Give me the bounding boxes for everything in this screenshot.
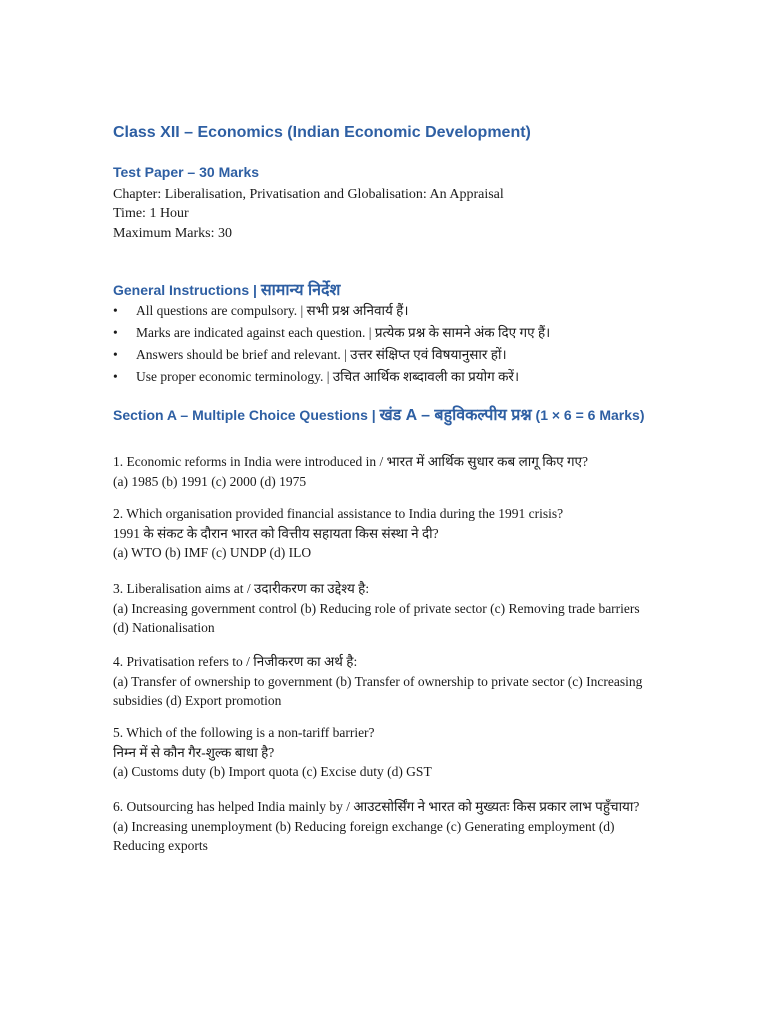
question-text: 3. Liberalisation aims at / उदारीकरण का उद्देश्य है: xyxy=(113,581,370,596)
question-text-hindi: 1991 के संकट के दौरान भारत को वित्तीय सहायता किस संस्था ने दी? xyxy=(113,525,439,541)
question-text: 1. Economic reforms in India were introduced in / भारत में आर्थिक सुधार कब लागू किए गए? xyxy=(113,454,589,469)
question-3 xyxy=(113,579,643,638)
question-options: (a) Increasing government control (b) Reducing role of private sector (c) Removing trade barriers (d) Nationalisation xyxy=(113,600,640,635)
section-a-heading-hi: खंड A – बहुविकल्पीय प्रश्न xyxy=(379,407,532,424)
question-6 xyxy=(113,797,643,856)
question-4 xyxy=(113,652,643,711)
question-text: 6. Outsourcing has helped India mainly by / आउटसोर्सिंग ने भारत को मुख्यतः किस प्रकार लाभ पहुँचाया? xyxy=(113,799,640,814)
document-title: Class XII – Economics (Indian Economic Development) xyxy=(113,124,531,141)
max-marks-line: Maximum Marks: 30 xyxy=(113,226,232,241)
instruction-item: • Marks are indicated against each question. | प्रत्येक प्रश्न के सामने अंक दिए गए हैं। xyxy=(113,322,673,344)
general-instructions-heading-en: General Instructions | xyxy=(113,282,261,298)
question-2 xyxy=(113,504,643,563)
question-text: 4. Privatisation refers to / निजीकरण का अर्थ है: xyxy=(113,654,358,669)
chapter-line: Chapter: Liberalisation, Privatisation and Globalisation: An Appraisal xyxy=(113,187,504,202)
instructions-list xyxy=(113,300,673,388)
question-5 xyxy=(113,723,643,782)
question-text: 2. Which organisation provided financial assistance to India during the 1991 crisis? xyxy=(113,506,564,521)
instruction-item: • All questions are compulsory. | सभी प्रश्न अनिवार्य हैं। xyxy=(113,300,673,322)
general-instructions-heading xyxy=(113,278,340,300)
section-a-heading xyxy=(113,403,653,428)
question-text: 5. Which of the following is a non-tariff barrier? xyxy=(113,725,375,740)
question-options: (a) Customs duty (b) Import quota (c) Excise duty (d) GST xyxy=(113,764,432,779)
instruction-item: • Use proper economic terminology. | उचित आर्थिक शब्दावली का प्रयोग करें। xyxy=(113,366,673,388)
question-text-hindi: निम्न में से कौन गैर-शुल्क बाधा है? xyxy=(113,744,275,760)
document-subtitle: Test Paper – 30 Marks xyxy=(113,164,260,180)
question-options: (a) WTO (b) IMF (c) UNDP (d) ILO xyxy=(113,545,312,560)
question-options: (a) Transfer of ownership to government (b) Transfer of ownership to private sector (c) Increasing subsidies (d) Export promotion xyxy=(113,673,643,708)
question-1 xyxy=(113,452,643,491)
instruction-item: • Answers should be brief and relevant. | उत्तर संक्षिप्त एवं विषयानुसार हों। xyxy=(113,344,673,366)
question-options: (a) 1985 (b) 1991 (c) 2000 (d) 1975 xyxy=(113,473,307,489)
section-a-heading-en: Section A – Multiple Choice Questions | xyxy=(113,407,380,423)
section-a-heading-marks: (1 × 6 = 6 Marks) xyxy=(531,407,645,423)
time-line: Time: 1 Hour xyxy=(113,206,189,221)
general-instructions-heading-hi: सामान्य निर्देश xyxy=(260,282,341,299)
question-options: (a) Increasing unemployment (b) Reducing foreign exchange (c) Generating employment (d) Reducing exports xyxy=(113,818,615,853)
